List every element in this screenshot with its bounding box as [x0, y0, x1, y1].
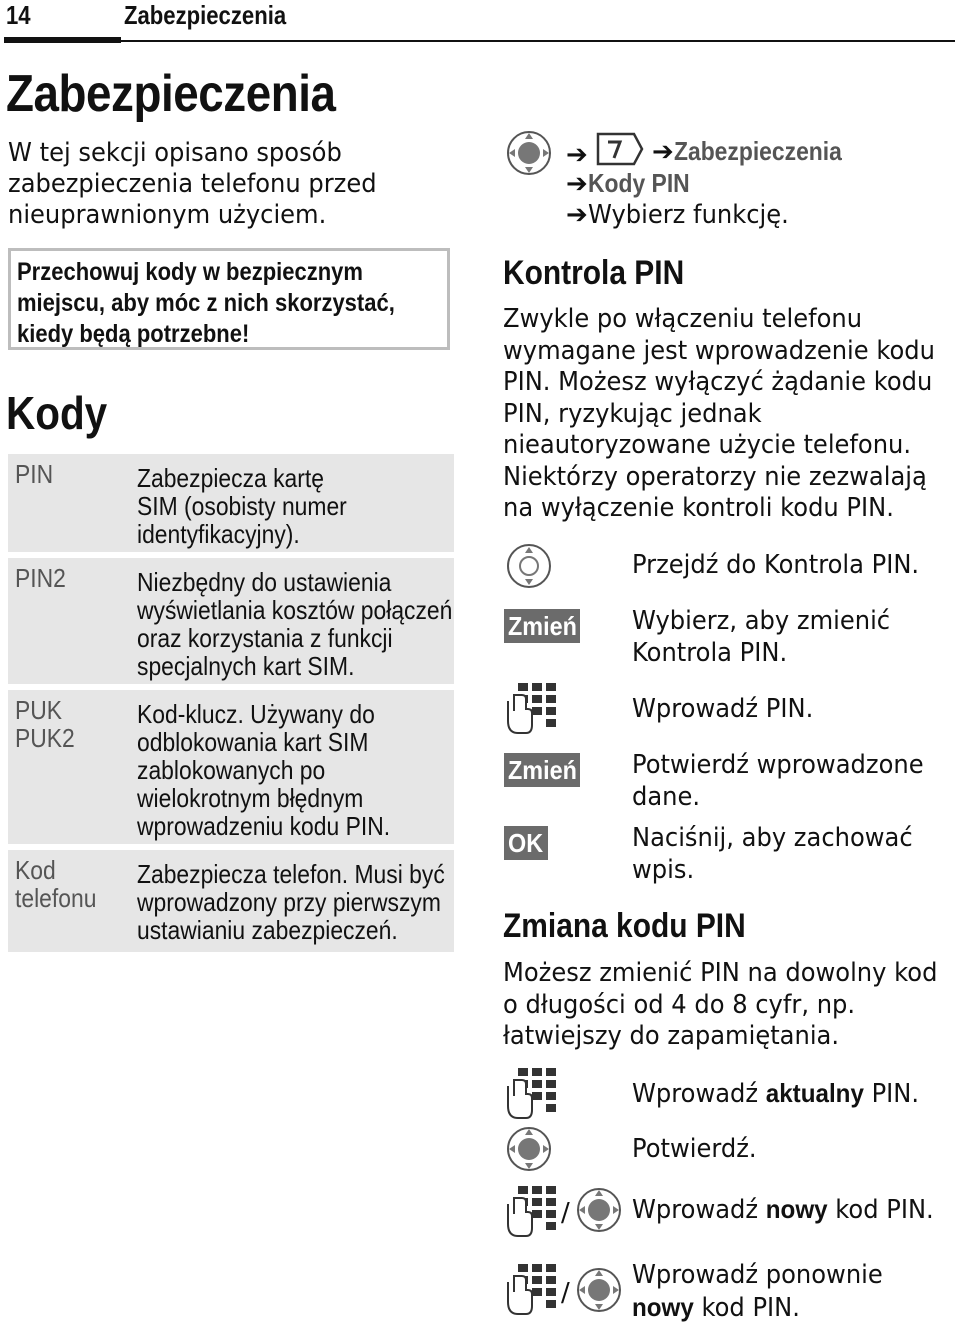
- menu-path-item: Zabezpieczenia: [673, 136, 842, 166]
- emphasis: nowy: [765, 1194, 828, 1224]
- navigation-key-icon: [506, 130, 552, 176]
- keypad-icon: [504, 1066, 558, 1120]
- emphasis: nowy: [632, 1291, 694, 1322]
- page-title: Zabezpieczenia: [6, 65, 336, 123]
- keypad-icon: [504, 681, 558, 735]
- softkey-change[interactable]: Zmień: [504, 753, 580, 787]
- change-pin-text: Możesz zmienić PIN na dowolny kod o długości od 4 do 8 cyfr, np. łatwiejszy do zapamiętania.: [503, 958, 938, 1051]
- code-row-phone-code: [8, 850, 454, 952]
- code-desc: Kod-klucz. Używany do odblokowania kart SIM zablokowanych po wielokrotnym błędnym wprowadzeniu kodu PIN.: [137, 699, 391, 841]
- intro-paragraph: W tej sekcji opisano sposób zabezpieczenia telefonu przed nieuprawnionym użyciem.: [8, 138, 377, 230]
- header-rule: [121, 40, 955, 42]
- navigation-updown-icon: [506, 543, 552, 589]
- navigation-key-icon: [576, 1267, 622, 1313]
- code-row-puk: [8, 690, 454, 844]
- arrow-icon: ➔: [652, 137, 674, 167]
- code-desc: Niezbędny do ustawienia wyświetlania kosztów połączeń oraz korzystania z funkcji specjalnych kart SIM.: [137, 567, 453, 681]
- path-line-1b: [652, 136, 865, 167]
- arrow-icon: ➔: [566, 140, 588, 170]
- step-text: Przejdź do Kontrola PIN.: [632, 550, 920, 580]
- code-desc: Zabezpiecza kartę SIM (osobisty numer identyfikacyjny).: [137, 463, 347, 549]
- code-desc: Zabezpiecza telefon. Musi być wprowadzony przy pierwszym ustawianiu zabezpieczeń.: [137, 859, 445, 945]
- step-text: Potwierdź wprowadzone dane.: [632, 750, 924, 812]
- code-term: Kod telefonu: [15, 855, 97, 913]
- codes-table: [8, 454, 454, 958]
- code-term: PIN2: [15, 563, 66, 593]
- step-text: Wybierz, aby zmienić Kontrola PIN.: [632, 606, 891, 668]
- emphasis: aktualny: [765, 1078, 864, 1108]
- navigation-key-icon: [576, 1187, 622, 1233]
- step-text: Wprowadź nowy kod PIN.: [632, 1194, 934, 1225]
- header-rule-thick: [4, 37, 121, 43]
- path-line-1: [566, 140, 588, 170]
- navigation-key-icon: [506, 1126, 552, 1172]
- code-row-pin2: [8, 558, 454, 684]
- running-title: Zabezpieczenia: [124, 0, 287, 30]
- arrow-icon: ➔: [566, 169, 588, 199]
- pin-control-text: Zwykle po włączeniu telefonu wymagane jest wprowadzenie kodu PIN. Możesz wyłączyć żądanie kodu PIN, ryzykując jednak nieautoryzowane użycie telefonu. Niektórzy operatorzy nie zezwalają na wyłączenie kontroli kodu PIN.: [503, 304, 935, 523]
- code-term: PUK PUK2: [15, 695, 75, 753]
- code-row-pin: [8, 454, 454, 552]
- step-text: Naciśnij, aby zachować wpis.: [632, 823, 913, 885]
- or-separator: /: [561, 1278, 570, 1308]
- step-text: Potwierdź.: [632, 1134, 757, 1164]
- softkey-ok[interactable]: OK: [504, 826, 548, 860]
- codes-heading: Kody: [6, 387, 108, 439]
- step-text: Wprowadź ponownie nowy kod PIN.: [632, 1260, 883, 1323]
- pin-control-heading: Kontrola PIN: [503, 254, 685, 292]
- step-text: Wprowadź PIN.: [632, 694, 814, 724]
- note-text: Przechowuj kody w bezpiecznym miejscu, aby móc z nich skorzystać, kiedy będą potrzebne!: [17, 258, 395, 348]
- settings-menu-icon: [594, 128, 646, 170]
- path-line-3: [566, 200, 804, 230]
- keypad-icon: [504, 1262, 558, 1316]
- change-pin-heading: Zmiana kodu PIN: [503, 907, 746, 945]
- menu-path-instruction: Wybierz funkcję.: [587, 200, 789, 230]
- page-number: 14: [6, 0, 31, 30]
- softkey-change[interactable]: Zmień: [504, 609, 580, 643]
- step-text: Wprowadź aktualny PIN.: [632, 1078, 920, 1109]
- path-line-2: [566, 168, 703, 199]
- keypad-icon: [504, 1184, 558, 1238]
- or-separator: /: [561, 1198, 570, 1228]
- menu-path-item: Kody PIN: [587, 168, 690, 198]
- code-term: PIN: [15, 459, 54, 489]
- note-box: [8, 248, 450, 350]
- arrow-icon: ➔: [566, 200, 588, 230]
